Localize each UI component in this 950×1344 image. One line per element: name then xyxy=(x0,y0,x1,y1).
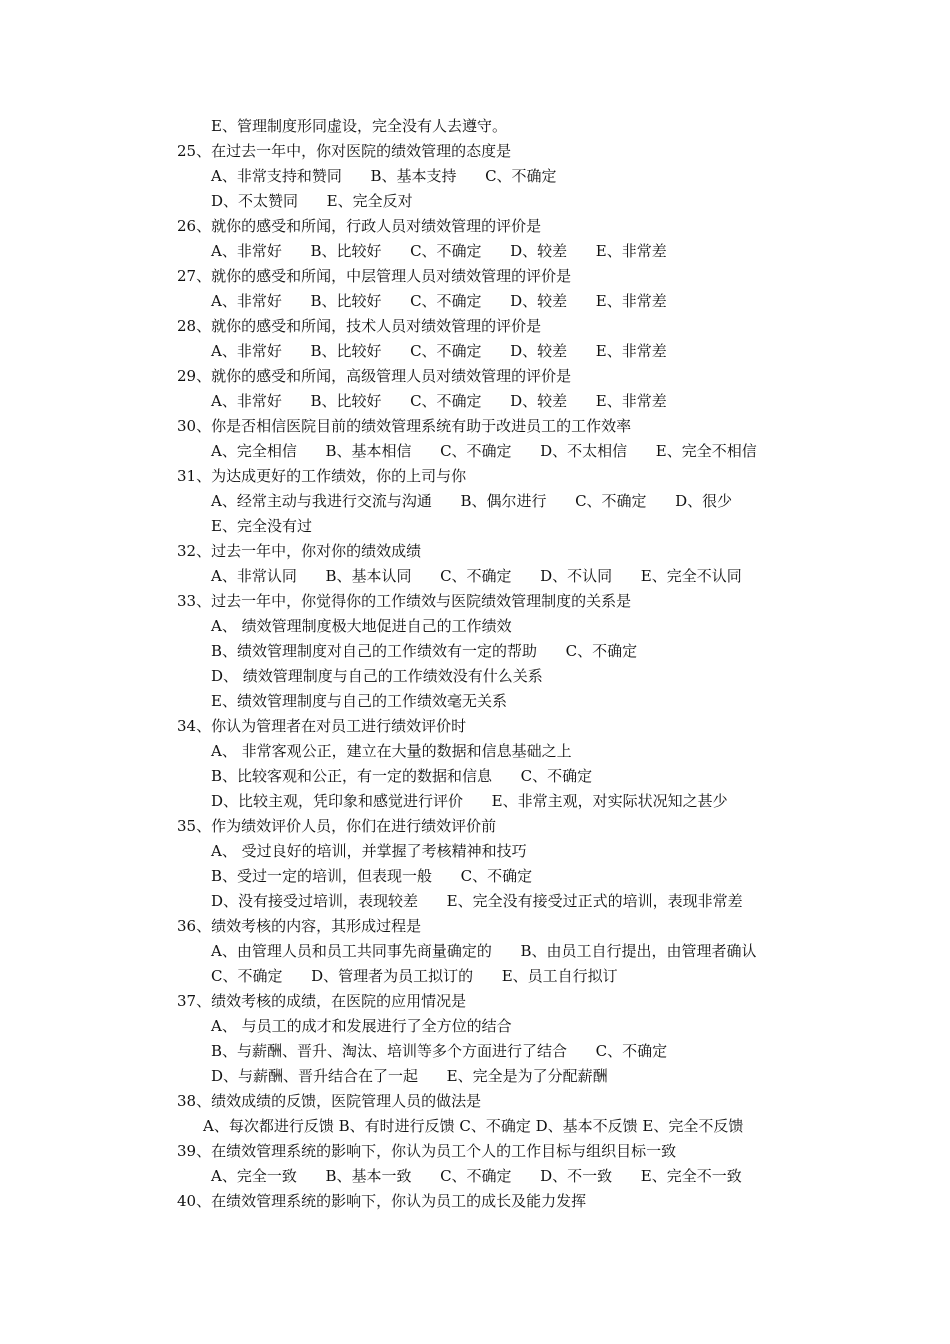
options-39: A、完全一致 B、基本一致 C、不确定 D、不一致 E、完全不一致 xyxy=(211,1167,742,1185)
question-28: 28、就你的感受和所闻，技术人员对绩效管理的评价是 xyxy=(177,317,542,335)
option-37-a: A、 与员工的成才和发展进行了全方位的结合 xyxy=(211,1017,512,1035)
options-28: A、非常好 B、比较好 C、不确定 D、较差 E、非常差 xyxy=(211,342,667,360)
options-38: A、每次都进行反馈 B、有时进行反馈 C、不确定 D、基本不反馈 E、完全不反馈 xyxy=(203,1117,744,1135)
options-25-row2: D、不太赞同 E、完全反对 xyxy=(211,192,413,210)
question-32: 32、过去一年中，你对你的绩效成绩 xyxy=(177,542,422,560)
question-35: 35、作为绩效评价人员，你们在进行绩效评价前 xyxy=(177,817,497,835)
option-33-e: E、绩效管理制度与自己的工作绩效毫无关系 xyxy=(211,692,507,710)
option-36-c: C、不确定 D、管理者为员工拟订的 E、员工自行拟订 xyxy=(211,967,618,985)
option-35-b: B、受过一定的培训，但表现一般 C、不确定 xyxy=(211,867,533,885)
question-36: 36、绩效考核的内容，其形成过程是 xyxy=(177,917,422,935)
option-33-d: D、 绩效管理制度与自己的工作绩效没有什么关系 xyxy=(211,667,543,685)
question-40: 40、在绩效管理系统的影响下，你认为员工的成长及能力发挥 xyxy=(177,1192,587,1210)
options-30: A、完全相信 B、基本相信 C、不确定 D、不太相信 E、完全不相信 xyxy=(211,442,757,460)
question-33: 33、过去一年中，你觉得你的工作绩效与医院绩效管理制度的关系是 xyxy=(177,592,632,610)
options-27: A、非常好 B、比较好 C、不确定 D、较差 E、非常差 xyxy=(211,292,667,310)
options-29: A、非常好 B、比较好 C、不确定 D、较差 E、非常差 xyxy=(211,392,667,410)
question-30: 30、你是否相信医院目前的绩效管理系统有助于改进员工的工作效率 xyxy=(177,417,632,435)
option-37-d: D、与薪酬、晋升结合在了一起 E、完全是为了分配薪酬 xyxy=(211,1067,608,1085)
options-32: A、非常认同 B、基本认同 C、不确定 D、不认同 E、完全不认同 xyxy=(211,567,742,585)
option-34-b: B、比较客观和公正，有一定的数据和信息 C、不确定 xyxy=(211,767,593,785)
option-36-a: A、由管理人员和员工共同事先商量确定的 B、由员工自行提出，由管理者确认 xyxy=(211,942,757,960)
option-33-a: A、 绩效管理制度极大地促进自己的工作绩效 xyxy=(211,617,512,635)
question-27: 27、就你的感受和所闻，中层管理人员对绩效管理的评价是 xyxy=(177,267,572,285)
option-line-24e: E、管理制度形同虚设，完全没有人去遵守。 xyxy=(211,117,507,135)
question-37: 37、绩效考核的成绩，在医院的应用情况是 xyxy=(177,992,467,1010)
option-34-a: A、 非常客观公正，建立在大量的数据和信息基础之上 xyxy=(211,742,572,760)
question-31: 31、为达成更好的工作绩效，你的上司与你 xyxy=(177,467,467,485)
option-33-b: B、绩效管理制度对自己的工作绩效有一定的帮助 C、不确定 xyxy=(211,642,638,660)
option-37-b: B、与薪酬、晋升、淘汰、培训等多个方面进行了结合 C、不确定 xyxy=(211,1042,668,1060)
question-26: 26、就你的感受和所闻，行政人员对绩效管理的评价是 xyxy=(177,217,542,235)
question-38: 38、绩效成绩的反馈，医院管理人员的做法是 xyxy=(177,1092,482,1110)
question-34: 34、你认为管理者在对员工进行绩效评价时 xyxy=(177,717,467,735)
options-26: A、非常好 B、比较好 C、不确定 D、较差 E、非常差 xyxy=(211,242,667,260)
question-25: 25、在过去一年中，你对医院的绩效管理的态度是 xyxy=(177,142,512,160)
options-25-row1: A、非常支持和赞同 B、基本支持 C、不确定 xyxy=(211,167,557,185)
option-35-a: A、 受过良好的培训，并掌握了考核精神和技巧 xyxy=(211,842,527,860)
options-31-row1: A、经常主动与我进行交流与沟通 B、偶尔进行 C、不确定 D、很少 xyxy=(211,492,733,510)
question-39: 39、在绩效管理系统的影响下，你认为员工个人的工作目标与组织目标一致 xyxy=(177,1142,677,1160)
option-35-d: D、没有接受过培训，表现较差 E、完全没有接受过正式的培训，表现非常差 xyxy=(211,892,743,910)
question-29: 29、就你的感受和所闻，高级管理人员对绩效管理的评价是 xyxy=(177,367,572,385)
option-34-d: D、比较主观，凭印象和感觉进行评价 E、非常主观，对实际状况知之甚少 xyxy=(211,792,728,810)
options-31-row2: E、完全没有过 xyxy=(211,517,312,535)
